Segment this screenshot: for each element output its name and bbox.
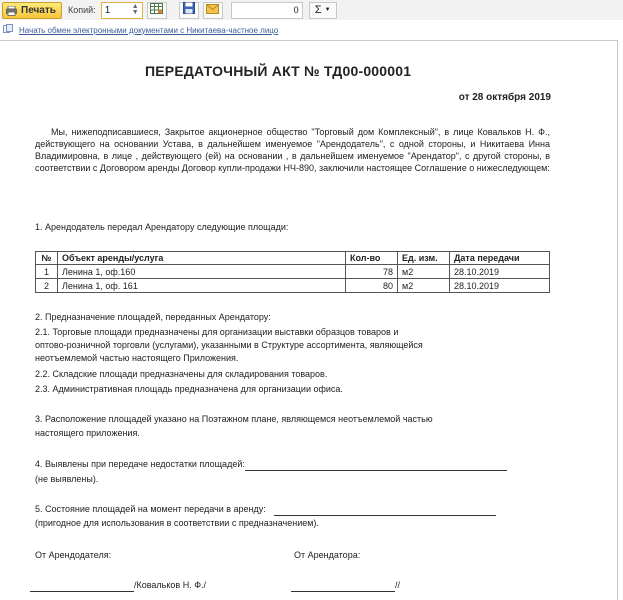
copies-label: Копий:: [68, 5, 96, 15]
section-5: 5. Состояние площадей на момент передачи в аренду:: [35, 504, 266, 514]
chevron-down-icon: ▼: [324, 7, 331, 13]
section-2-1-line-2: оптово-розничной торговли (услугами), указанными в Структуре ассортимента, являющейся: [35, 340, 423, 350]
section-4-note: (не выявлены).: [35, 474, 99, 484]
row-num: 2: [36, 279, 58, 293]
section-2-2: 2.2. Складские площади предназначены для складирования товаров.: [35, 369, 328, 379]
header-unit: Ед. изм.: [398, 252, 450, 265]
document-title: ПЕРЕДАТОЧНЫЙ АКТ № ТД00-000001: [145, 63, 412, 79]
spinner-icon[interactable]: ▲ ▼: [131, 3, 139, 16]
table-icon: [150, 1, 163, 19]
edi-link-row: [3, 24, 278, 36]
document-exchange-icon: [3, 24, 13, 36]
table-row: [36, 265, 550, 279]
areas-table: [35, 251, 550, 293]
row-qty: 80: [346, 279, 398, 293]
section-3-line-1: 3. Расположение площадей указано на Поэтажном плане, являющемся неотъемлемой частью: [35, 414, 433, 424]
row-date: 28.10.2019: [450, 265, 550, 279]
tenant-signature-line: [291, 582, 395, 592]
row-unit: м2: [398, 265, 450, 279]
table-row: [36, 279, 550, 293]
table-header-row: [36, 252, 550, 265]
section-2-1-line-1: 2.1. Торговые площади предназначены для организации выставки образцов товаров и: [35, 327, 399, 337]
start-edi-exchange-link[interactable]: Начать обмен электронными документами с Никитаева-частное лицо: [19, 25, 279, 35]
landlord-signature-name: /Ковальков Н. Ф./: [134, 580, 207, 590]
floppy-disk-icon: [183, 1, 195, 19]
tenant-signature-name: //: [395, 580, 401, 590]
section-4: 4. Выявлены при передаче недостатки площадей:: [35, 459, 245, 469]
landlord-sign-label: От Арендодателя:: [35, 550, 112, 560]
section-5-row: [35, 504, 496, 516]
header-num: №: [36, 252, 58, 265]
section-1: 1. Арендодатель передал Арендатору следующие площади:: [35, 222, 289, 232]
copies-value: 1: [104, 4, 111, 16]
section-5-note: (пригодное для использования в соответствии с предназначением).: [35, 518, 319, 528]
envelope-icon: [206, 1, 219, 19]
document-date: от 28 октября 2019: [458, 92, 551, 103]
section-4-row: [35, 459, 507, 471]
tenant-signature-row: [291, 580, 400, 592]
header-object: Объект аренды/услуга: [58, 252, 346, 265]
print-button[interactable]: [2, 2, 62, 19]
toolbar: [0, 0, 623, 20]
header-qty: Кол-во: [346, 252, 398, 265]
section-2-3: 2.3. Административная площадь предназначена для организации офиса.: [35, 384, 343, 394]
sum-button[interactable]: [309, 2, 337, 19]
header-date: Дата передачи: [450, 252, 550, 265]
copies-field[interactable]: [101, 2, 143, 19]
condition-blank-line: [274, 506, 496, 516]
row-qty: 78: [346, 265, 398, 279]
row-object: Ленина 1, оф.160: [58, 265, 346, 279]
landlord-signature-row: [30, 580, 206, 592]
row-object: Ленина 1, оф. 161: [58, 279, 346, 293]
spreadsheet-view-button[interactable]: [147, 2, 167, 19]
row-unit: м2: [398, 279, 450, 293]
print-button-label: Печать: [21, 4, 56, 16]
section-2: 2. Предназначение площадей, переданных Арендатору:: [35, 312, 271, 322]
email-button[interactable]: [203, 2, 223, 19]
tenant-sign-label: От Арендатора:: [294, 550, 361, 560]
amount-field[interactable]: 0: [231, 2, 303, 19]
save-button[interactable]: [179, 2, 199, 19]
printer-icon: [6, 6, 17, 15]
section-3-line-2: настоящего приложения.: [35, 428, 140, 438]
landlord-signature-line: [30, 582, 134, 592]
sum-icon: Σ: [314, 4, 322, 16]
defects-blank-line: [245, 461, 507, 471]
section-2-1-line-3: неотъемлемой частью настоящего Приложения.: [35, 353, 239, 363]
intro-paragraph: Мы, нижеподписавшиеся, Закрытое акционерное общество "Торговый дом Комплексный", в лице Ковальков Н. Ф., действующего на основании Устава, в дальнейшем именуемое "Арендодатель", с одной стороны, и Никитаева Инна Владимировна, в лице , действующего (ей) на основании , в дальнейшем именуемое "Арендатор", с другой стороны, в соответствии с Договором аренды Договор купли-продажи НЧ-890, заключили настоящее Соглашение о нижеследующем:: [35, 127, 550, 173]
row-num: 1: [36, 265, 58, 279]
row-date: 28.10.2019: [450, 279, 550, 293]
